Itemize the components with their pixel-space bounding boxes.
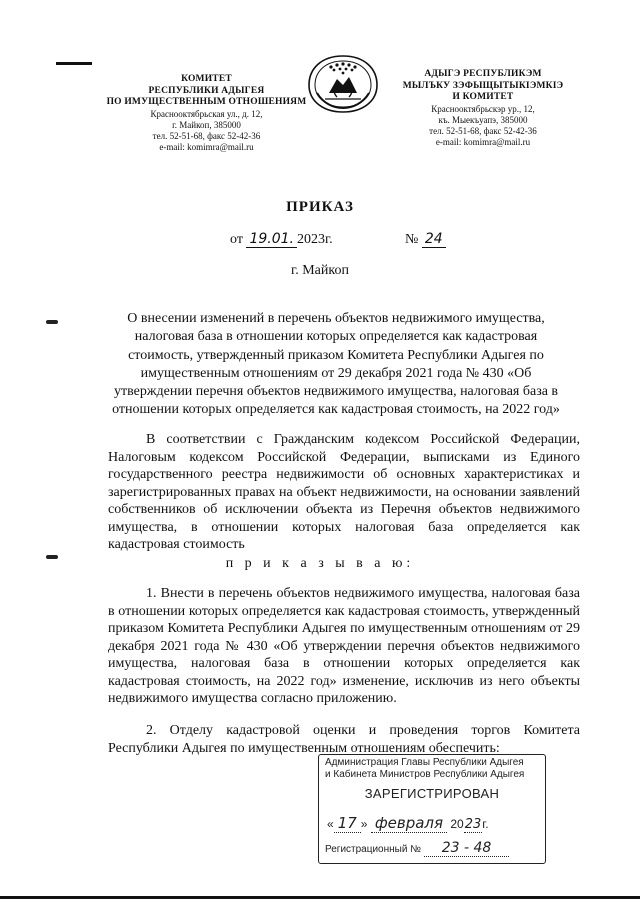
corner-mark bbox=[56, 62, 92, 65]
header-left bbox=[104, 74, 309, 153]
stamp-status: ЗАРЕГИСТРИРОВАН bbox=[364, 786, 500, 801]
stamp-line: и Кабинета Министров Республики Адыгея bbox=[325, 769, 525, 780]
email-line: e-mail: komimra@mail.ru bbox=[435, 136, 531, 147]
bottom-edge-line bbox=[0, 896, 640, 899]
date-year: 2023г. bbox=[296, 232, 333, 247]
stamp-reg-label: Регистрационный № bbox=[325, 844, 421, 855]
order-date bbox=[230, 231, 333, 248]
city: г. Майкоп bbox=[291, 263, 349, 278]
orders-heading: п р и к а з ы в а ю: bbox=[225, 556, 415, 571]
scan-mark bbox=[46, 320, 58, 324]
header-right bbox=[383, 69, 583, 148]
stamp-year-end: г. bbox=[482, 817, 489, 831]
preamble-paragraph: В соответствии с Гражданским кодексом Российской Федерации, Налоговым кодексом Российской Федерации, выписками из Единого государственного реестра недвижимости об основных характеристиках и зарегистрированных правах на объект недвижимости, на основании заявлений собственников об исключении объекта из Перечня объектов недвижимого имущества, в отношении которых налоговая база определяется как кадастровая стоимость bbox=[108, 432, 580, 552]
handwritten-number: 24 bbox=[422, 231, 446, 248]
order-subject: О внесении изменений в перечень объектов недвижимого имущества, налоговая база в отношении которых определяется как кадастровая стоимость, утвержденный приказом Комитета Республики Адыгея по имущественным отношениям от 29 декабря 2021 года № 430 «Об утверждении перечня объектов недвижимого имущества, налоговая база в отношении которых определяется как кадастровая стоимость, на 2022 год» bbox=[112, 311, 560, 418]
address-line: г. Майкоп, 385000 bbox=[172, 119, 241, 130]
stamp-date bbox=[327, 814, 489, 832]
registration-stamp bbox=[318, 754, 546, 864]
address-line: Краснооктябрьскэр ур., 12, bbox=[431, 103, 535, 114]
order-item-1: 1. Внести в перечень объектов недвижимого имущества, налоговая база в отношении которых определяется как кадастровая стоимость, утвержденный приказом Комитета Республики Адыгея по имущественным отношениям от 29 декабря 2021 года № 430 «Об утверждении перечня объектов недвижимого имущества, налоговая база в отношении которых определяется как кадастровая стоимость, на 2022 год» изменение, исключив из него объекты недвижимого имущества согласно приложению. bbox=[108, 586, 580, 706]
org-name-line: РЕСПУБЛИКИ АДЫГЕЯ bbox=[148, 85, 265, 96]
email-line: e-mail: komimra@mail.ru bbox=[159, 141, 254, 152]
org-name-line: ПО ИМУЩЕСТВЕННЫМ ОТНОШЕНИЯМ bbox=[106, 97, 307, 107]
phone-line: тел. 52-51-68, факс 52-42-36 bbox=[429, 125, 537, 136]
address-line: къ. Мыекъуапэ, 385000 bbox=[438, 114, 528, 125]
stamp-reg-number: 23 - 48 bbox=[424, 840, 510, 857]
org-name-line: КОМИТЕТ bbox=[181, 74, 232, 84]
coat-of-arms-icon bbox=[303, 53, 383, 115]
org-name-line: МЫЛЪКУ ЗЭФЫЩЫТЫКІЭМКІЭ bbox=[402, 80, 564, 91]
stamp-line: Администрация Главы Республики Адыгея bbox=[325, 757, 524, 768]
address-line: Краснооктябрьская ул., д. 12, bbox=[150, 108, 263, 119]
stamp-year-suffix: 23 bbox=[464, 817, 482, 832]
stamp-registration bbox=[325, 840, 509, 856]
stamp-day: 17 bbox=[334, 814, 361, 833]
stamp-quote: » bbox=[360, 817, 368, 831]
org-name-line: И КОМИТЕТ bbox=[452, 92, 514, 102]
order-number bbox=[405, 231, 446, 248]
stamp-year-prefix: 20 bbox=[450, 817, 464, 831]
stamp-month: февраля bbox=[371, 814, 447, 833]
phone-line: тел. 52-51-68, факс 52-42-36 bbox=[152, 130, 261, 141]
number-prefix: № bbox=[405, 232, 419, 247]
org-name-line: АДЫГЭ РЕСПУБЛИКЭМ bbox=[424, 69, 542, 79]
stamp-quote: « bbox=[327, 817, 334, 831]
order-item-2: 2. Отделу кадастровой оценки и проведения торгов Комитета Республики Адыгея по имущественным отношениям обеспечить: bbox=[108, 723, 580, 756]
document-title: ПРИКАЗ bbox=[286, 199, 354, 215]
date-prefix: от bbox=[230, 232, 243, 247]
handwritten-date: 19.01. bbox=[246, 231, 297, 248]
